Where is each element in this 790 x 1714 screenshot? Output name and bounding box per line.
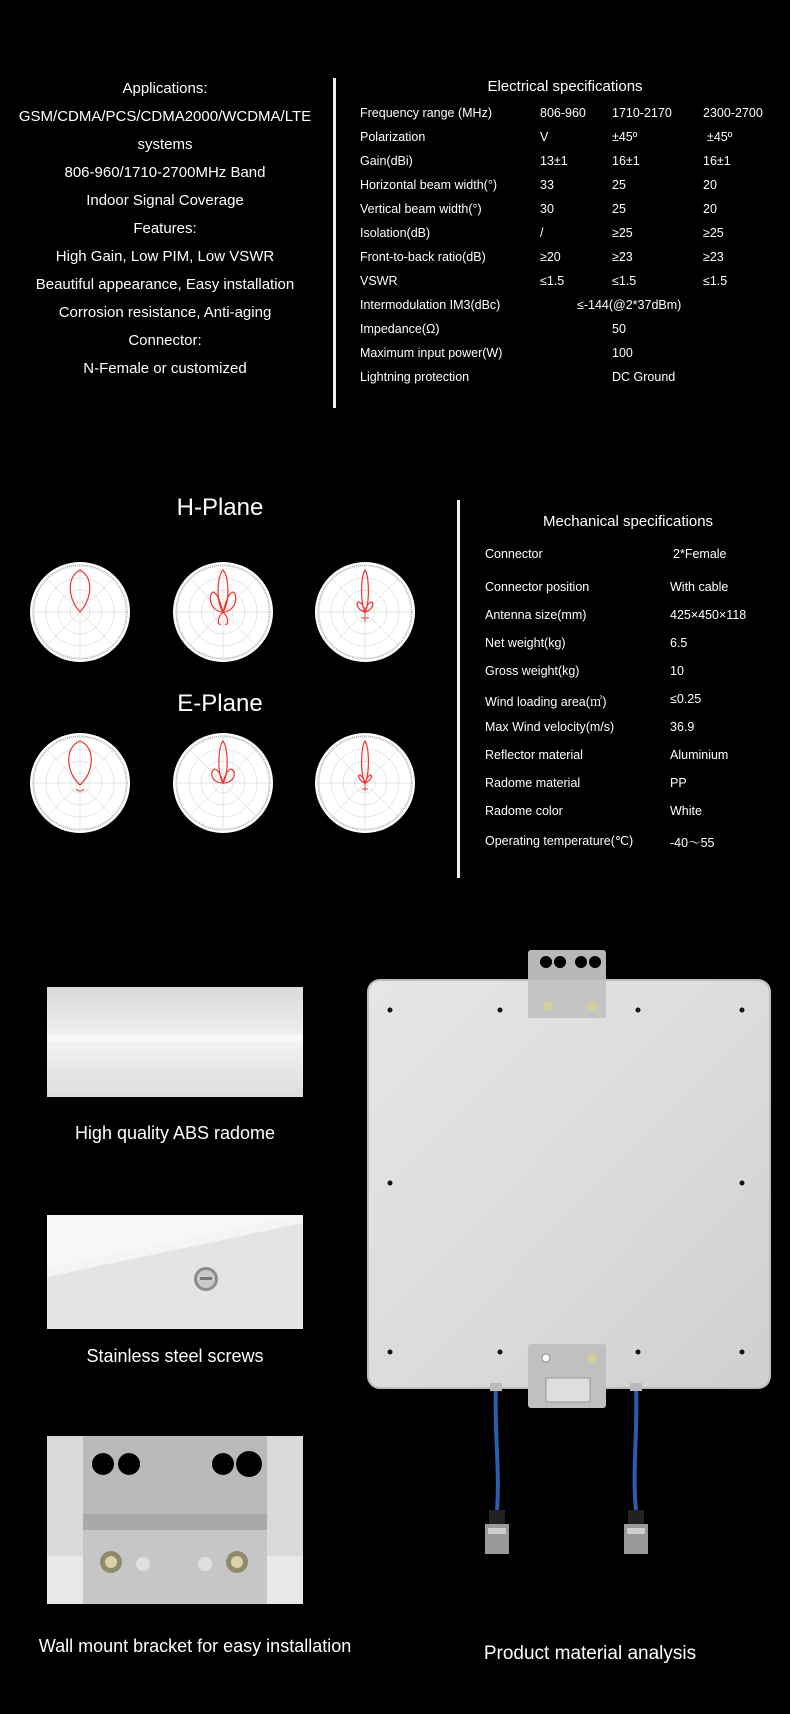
spec-value: ≥25: [703, 226, 724, 240]
connector-heading: Connector:: [128, 332, 202, 349]
spec-value: ≤1.5: [703, 274, 728, 288]
spec-label: Frequency range (MHz): [360, 106, 492, 120]
spec-label: Horizontal beam width(°): [360, 178, 497, 192]
spec-value: Aluminium: [670, 748, 729, 762]
spec-value: 50: [612, 322, 626, 336]
applications-coverage: Indoor Signal Coverage: [86, 192, 244, 209]
features-gain: High Gain, Low PIM, Low VSWR: [55, 248, 275, 265]
features-appearance: Beautiful appearance, Easy installation: [35, 276, 295, 293]
spec-label: Lightning protection: [360, 370, 470, 384]
spec-label: Polarization: [360, 130, 426, 144]
spec-label: VSWR: [360, 274, 398, 288]
screws-photo: [47, 1215, 303, 1329]
spec-value: ≥25: [612, 226, 633, 240]
applications-band: 806-960/1710-2700MHz Band: [64, 164, 266, 181]
mechanical-specs: [470, 510, 786, 850]
spec-value: 806-960: [540, 106, 586, 120]
spec-value: ≤1.5: [612, 274, 637, 288]
applications-systems-cont: systems: [137, 136, 193, 153]
product-caption: Product material analysis: [483, 1643, 697, 1664]
spec-value: 100: [612, 346, 633, 360]
spec-label: Radome material: [485, 776, 581, 790]
spec-value: 16±1: [703, 154, 731, 168]
spec-value: 1710-2170: [612, 106, 672, 120]
spec-label: Net weight(kg): [485, 636, 566, 650]
spec-value: 6.5: [670, 636, 688, 650]
divider-line-middle: [457, 500, 460, 878]
spec-value: ±45º: [612, 130, 638, 144]
spec-label: Impedance(Ω): [360, 322, 440, 336]
spec-value: 2*Female: [673, 547, 727, 561]
spec-value: ≥23: [612, 250, 633, 264]
electrical-specs: [345, 76, 785, 396]
spec-value: 20: [703, 178, 717, 192]
spec-value: With cable: [670, 580, 729, 594]
spec-label: Gross weight(kg): [485, 664, 580, 678]
spec-label: Front-to-back ratio(dB): [360, 250, 486, 264]
spec-label: Connector position: [485, 580, 590, 594]
spec-value: 2300-2700: [703, 106, 763, 120]
spec-value: ≤1.5: [540, 274, 565, 288]
spec-label: Operating temperature(℃): [485, 834, 634, 848]
screws-caption: Stainless steel screws: [86, 1346, 264, 1366]
spec-value: 20: [703, 202, 717, 216]
spec-value: DC Ground: [612, 370, 676, 384]
spec-value: /: [540, 226, 544, 240]
spec-value: 25: [612, 202, 626, 216]
spec-value: PP: [670, 776, 687, 790]
spec-value: ≤-144(@2*37dBm): [577, 298, 682, 312]
e-plane-pattern-806-960: [30, 733, 130, 833]
spec-value: 36.9: [670, 720, 695, 734]
spec-value: -40～55: [670, 836, 715, 850]
electrical-title: Electrical specifications: [487, 78, 643, 95]
spec-label: Antenna size(mm): [485, 608, 587, 622]
applications-systems: GSM/CDMA/PCS/CDMA2000/WCDMA/LTE: [18, 108, 312, 125]
spec-label: Vertical beam width(°): [360, 202, 482, 216]
bracket-caption: Wall mount bracket for easy installation: [38, 1636, 352, 1656]
applications-block: [0, 76, 330, 396]
spec-label: Radome color: [485, 804, 563, 818]
connector-type: N-Female or customized: [83, 360, 247, 377]
radome-photo: [47, 987, 303, 1097]
spec-value: 13±1: [540, 154, 568, 168]
spec-label: Wind loading area(㎡): [485, 695, 607, 709]
spec-value: V: [540, 130, 549, 144]
divider-line-top: [333, 78, 336, 408]
spec-value: 10: [670, 664, 684, 678]
features-heading: Features:: [133, 220, 197, 237]
spec-label: Max Wind velocity(m/s): [485, 720, 615, 734]
bracket-photo: [47, 1436, 303, 1604]
h-plane-pattern-1710-2170: [173, 562, 273, 662]
radome-caption: High quality ABS radome: [74, 1123, 276, 1143]
spec-value: 25: [612, 178, 626, 192]
spec-value: 30: [540, 202, 554, 216]
h-plane-title: H-Plane: [176, 494, 264, 521]
mechanical-title: Mechanical specifications: [542, 513, 714, 530]
product-photo: [360, 950, 780, 1590]
spec-label: Intermodulation IM3(dBc): [360, 298, 501, 312]
h-plane-pattern-806-960: [30, 562, 130, 662]
spec-label: Connector: [485, 547, 543, 561]
spec-value: 16±1: [612, 154, 640, 168]
spec-label: Reflector material: [485, 748, 583, 762]
applications-heading: Applications:: [122, 80, 208, 97]
e-plane-pattern-1710-2170: [173, 733, 273, 833]
e-plane-pattern-2300-2700: [315, 733, 415, 833]
spec-value: 425×450×118: [670, 608, 747, 622]
h-plane-pattern-2300-2700: [315, 562, 415, 662]
spec-value: ≥23: [703, 250, 724, 264]
spec-value: White: [670, 804, 702, 818]
spec-value: ≥20: [540, 250, 561, 264]
spec-label: Maximum input power(W): [360, 346, 503, 360]
spec-label: Gain(dBi): [360, 154, 413, 168]
spec-value: ≤0.25: [670, 692, 702, 706]
spec-value: 33: [540, 178, 554, 192]
spec-label: Isolation(dB): [360, 226, 431, 240]
features-corrosion: Corrosion resistance, Anti-aging: [58, 304, 272, 321]
e-plane-title: E-Plane: [177, 690, 263, 717]
spec-value: ±45º: [707, 130, 733, 144]
